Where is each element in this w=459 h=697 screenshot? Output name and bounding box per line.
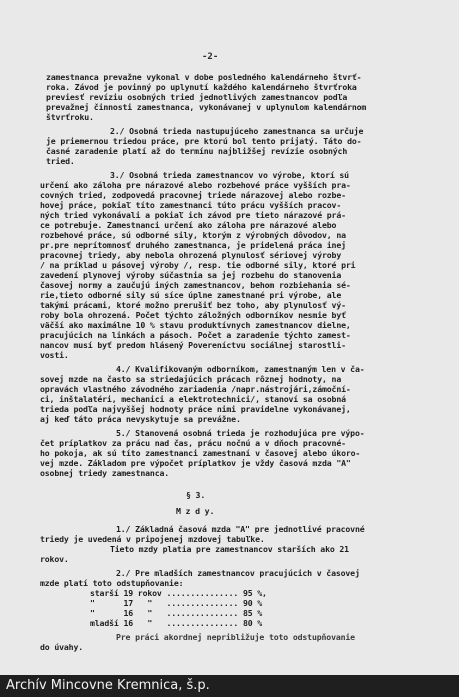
text-line: pracujúcich na linkách a pásoch. Počet a zaradenie týchto zamest- — [40, 330, 351, 340]
text-line: rozbehové práce, sú odborné sily, ktorým z výrobných dôvodov, na — [40, 230, 346, 240]
text-line: aj keď táto práca nevyskytuje sa prevážne. — [40, 414, 241, 424]
page-number: -2- — [202, 52, 219, 62]
text-line: osobnej triedy zamestnanca. — [40, 468, 170, 478]
text-line: 2./ Pre mladších zamestnancov pracujúcich v časovej — [116, 568, 360, 578]
table-row: " 16 " ............... 85 % — [90, 608, 263, 618]
text-line: 5./ Stanovená osobná trieda je rozhodujúca pre výpo- — [116, 428, 365, 438]
table-row: " 17 " ............... 90 % — [90, 598, 263, 608]
text-line: rokov. — [40, 554, 69, 564]
text-line: ci, inštalatéri, mechanici a elektrotechnici/, stanoví sa osobná — [40, 394, 346, 404]
text-line: časovej normy a zaučujú iných zamestnancov, behom rozbiehania sé- — [40, 280, 351, 290]
text-line: mzde platí toto odstupňovanie: — [40, 578, 184, 588]
text-line: hovej práce, pokiaľ títo zamestnanci túto prácu vyšších pracov- — [40, 200, 342, 210]
section-title: M z d y. — [176, 506, 215, 516]
text-line: pracovnej triedy, aby nebola ohrozená plynulosť sériovej výroby — [40, 250, 342, 260]
text-line: prevažnej činnosti zamestnanca, vykonávanej v uplynulom kalendárnom — [46, 102, 367, 112]
text-line: ce potrebuje. Zamestnanci určení ako záloha pre nárazové alebo — [40, 220, 337, 230]
text-line: vej mzde. Základom pre výpočet príplatkov je vždy časová mzda "A" — [40, 458, 351, 468]
archive-label: Archív Mincovne Kremnica, š.p. — [6, 678, 210, 693]
table-row: mladší 16 " ............... 80 % — [90, 618, 263, 628]
text-line: / na príklad u pásovej výroby /, resp. tie odborné sily, ktoré pri — [40, 260, 356, 270]
text-line: do úvahy. — [40, 642, 84, 652]
table-row: starší 19 rokov ............... 95 %, — [90, 588, 267, 598]
text-line: 4./ Kvalifikovaným odborníkom, zamestnaným len v ča- — [116, 364, 365, 374]
text-line: je priemernou triedou práce, pre ktorú bol tento prijatý. Táto do- — [46, 136, 362, 146]
text-line: zamestnanca prevažne vykonal v dobe posledného kalendárneho štvrť- — [46, 72, 362, 82]
text-line: 3./ Osobná trieda zamestnancov vo výrobe, ktorí sú — [110, 170, 349, 180]
text-line: zavedení plynovej výroby súčastnia sa jej rozbehu do stanovenia — [40, 270, 342, 280]
text-line: roka. Závod je povinný po uplynutí každého kalendárneho štvrťroka — [46, 82, 357, 92]
text-line: vosti. — [40, 350, 69, 360]
text-line: čet príplatkov za prácu nad čas, prácu nočnú a v dňoch pracovné- — [40, 438, 346, 448]
text-line: pr.pre neprítomnosť druhého zamestnanca, je pridelená práca inej — [40, 240, 346, 250]
text-line: väčší ako maximálne 10 % stavu produktívnych zamestnancov dielne, — [40, 320, 351, 330]
archive-footer — [0, 675, 459, 697]
text-line: ných tried vykonávali a pokiaľ ich závod pre tieto nárazové prá- — [40, 210, 346, 220]
section-heading: § 3. — [186, 490, 206, 500]
text-line: covných tried, zodpovedá pracovnej triede nárazovej alebo rozbe- — [40, 190, 346, 200]
text-line: previesť revíziu osobných tried jednotlivých zamestnancov podľa — [46, 92, 348, 102]
text-line: 2./ Osobná trieda nastupujúceho zamestnanca sa určuje — [110, 126, 364, 136]
text-line: nancov musí byť predom hlásený Povereníctvu sociálnej starostli- — [40, 340, 346, 350]
text-line: takými prácami, ktoré možno prerušiť bez toho, aby plynulosť vý- — [40, 300, 346, 310]
text-line: opravách vlastného závodného zariadenia /napr.nástrojári,zámoční- — [40, 384, 351, 394]
text-line: Pre práci akordnej nepribližuje toto odstupňovanie — [116, 632, 355, 642]
text-line: štvrťroku. — [46, 112, 94, 122]
text-line: trieda podľa najvyššej hodnoty práce nimi pravidelne vykonávanej, — [40, 404, 351, 414]
text-line: ho pokoja, ak sú títo zamestnanci zamestnaní v časovej alebo úkoro- — [40, 448, 361, 458]
text-line: sovej mzde na často sa striedajúcich prácach rôznej hodnoty, na — [40, 374, 342, 384]
text-line: triedy je uvedená v pripojenej mzdovej tabuľke. — [40, 534, 265, 544]
text-line: 1./ Základná časová mzda "A" pre jednotlivé pracovné — [116, 524, 365, 534]
text-line: rie,tieto odborné sily sú síce úplne zamestnané pri výrobe, ale — [40, 290, 342, 300]
text-line: určení ako záloha pre nárazové alebo rozbehové práce vyšších pra- — [40, 180, 351, 190]
text-line: roby bola ohrozená. Počet týchto záložných odborníkov nesmie byť — [40, 310, 346, 320]
text-line: časné zaradenie platí až do termínu najbližšej revízie osobných — [46, 146, 348, 156]
text-line: Tieto mzdy platia pre zamestnancov starších ako 21 — [110, 544, 349, 554]
text-line: tried. — [46, 156, 75, 166]
